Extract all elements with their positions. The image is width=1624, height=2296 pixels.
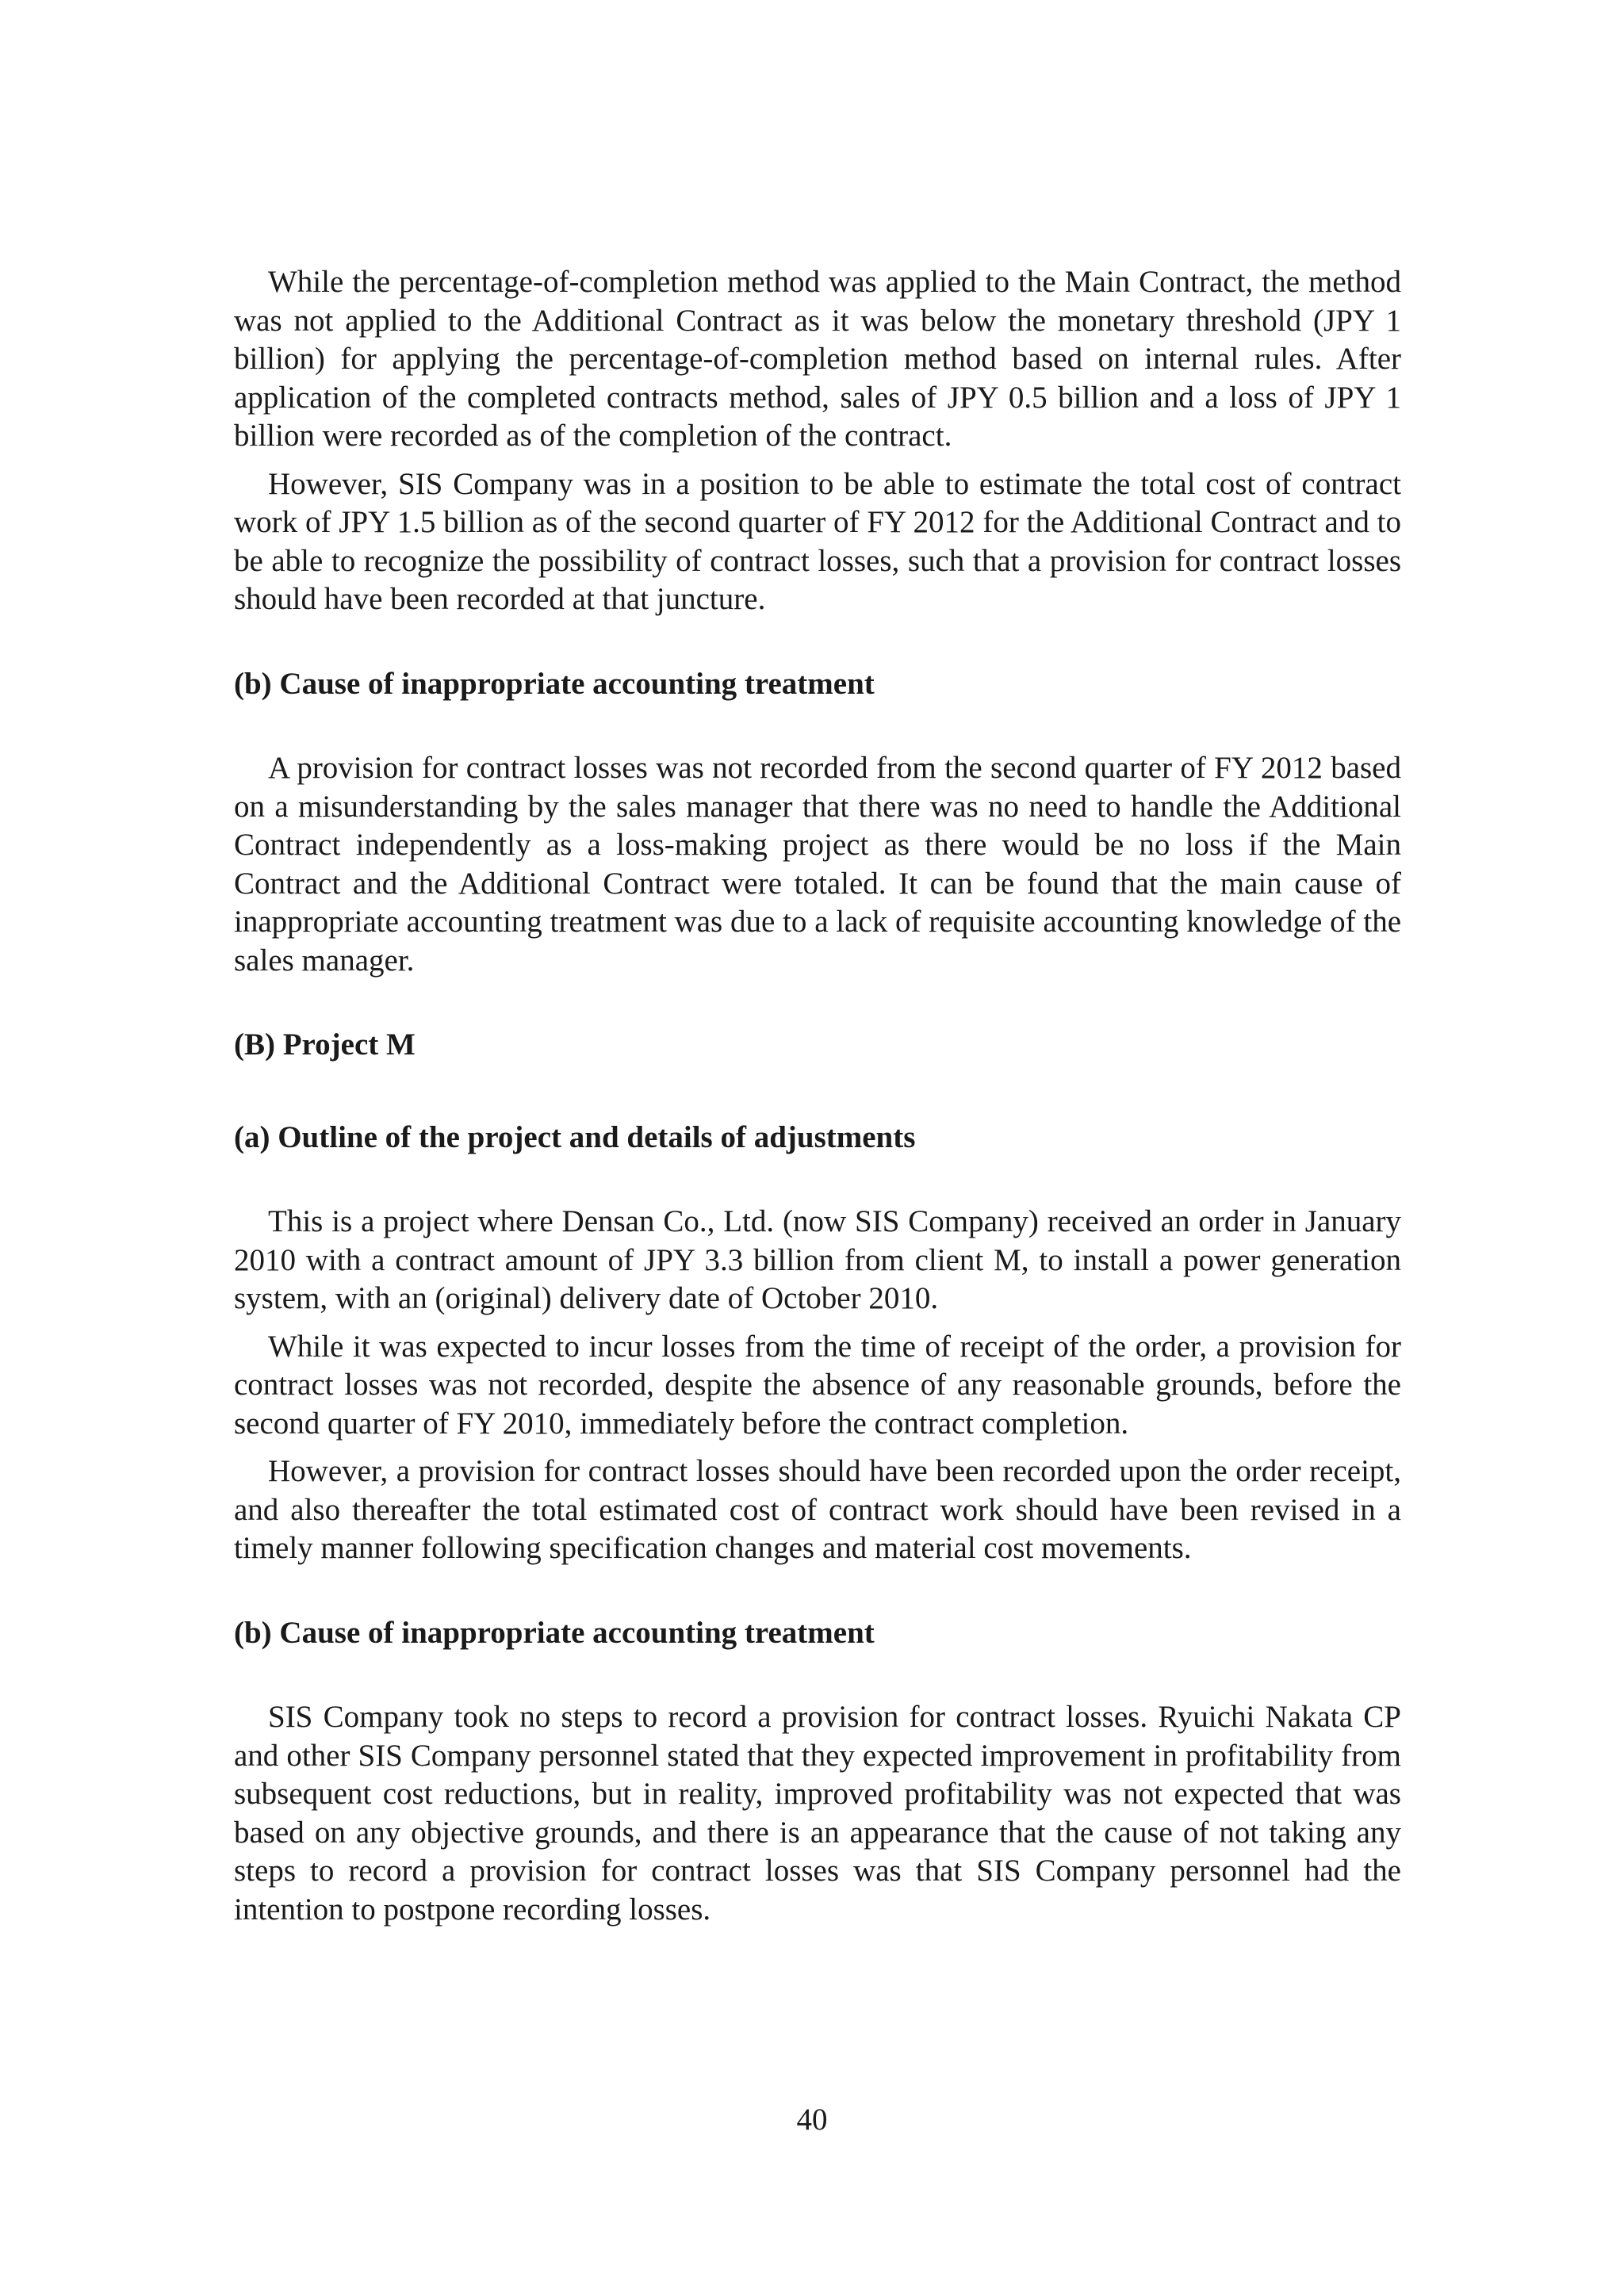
paragraph: A provision for contract losses was not recorded from the second quarter of FY 2012 based on a misunderstanding by the sales manager that there was no need to handle the Additional Contract independently as a loss-making project as there would be no loss if the Main Contract and the Additional Contract were totaled. It can be found that the main cause of inappropriate accounting treatment was due to a lack of requisite accounting knowledge of the sales manager. xyxy=(234,751,1401,978)
section-heading: (b) Cause of inappropriate accounting treatment xyxy=(234,1615,875,1650)
paragraph: SIS Company took no steps to record a provision for contract losses. Ryuichi Nakata CP and other SIS Company personnel stated that they expected improvement in profitability from subsequent cost reductions, but in reality, improved profitability was not expected that was based on any objective grounds, and there is an appearance that the cause of not taking any steps to record a provision for contract losses was that SIS Company personnel had the intention to postpone recording losses. xyxy=(234,1700,1401,1927)
section-heading: (a) Outline of the project and details of adjustments xyxy=(234,1119,916,1154)
document-page xyxy=(234,263,1401,1929)
paragraph: While it was expected to incur losses from the time of receipt of the order, a provision for contract losses was not recorded, despite the absence of any reasonable grounds, before the second quarter of FY 2010, immediately before the contract completion. xyxy=(234,1329,1401,1441)
cause-section xyxy=(234,749,1401,980)
page-number: 40 xyxy=(796,2103,828,2137)
paragraph: This is a project where Densan Co., Ltd. (now SIS Company) received an order in January 2010 with a contract amount of JPY 3.3 billion from client M, to install a power generation system, with an (original) delivery date of October 2010. xyxy=(234,1204,1401,1315)
paragraph: However, SIS Company was in a position to be able to estimate the total cost of contract work of JPY 1.5 billion as of the second quarter of FY 2012 for the Additional Contract and to be able to recognize the possibility of contract losses, such that a provision for contract losses should have been recorded at that juncture. xyxy=(234,466,1401,616)
project-outline-section xyxy=(234,1203,1401,1568)
paragraph: However, a provision for contract losses should have been recorded upon the order receipt, and also thereafter the total estimated cost of contract work should have been revised in a timely manner following specification changes and material cost movements. xyxy=(234,1454,1401,1565)
paragraph: While the percentage-of-completion method was applied to the Main Contract, the method was not applied to the Additional Contract as it was below the monetary threshold (JPY 1 billion) for applying the percentage-of-completion method based on internal rules. After application of the completed contracts method, sales of JPY 0.5 billion and a loss of JPY 1 billion were recorded as of the completion of the contract. xyxy=(234,265,1401,453)
intro-section xyxy=(234,263,1401,619)
section-heading: (B) Project M xyxy=(234,1027,416,1062)
cause-section xyxy=(234,1698,1401,1929)
section-heading: (b) Cause of inappropriate accounting treatment xyxy=(234,666,875,701)
